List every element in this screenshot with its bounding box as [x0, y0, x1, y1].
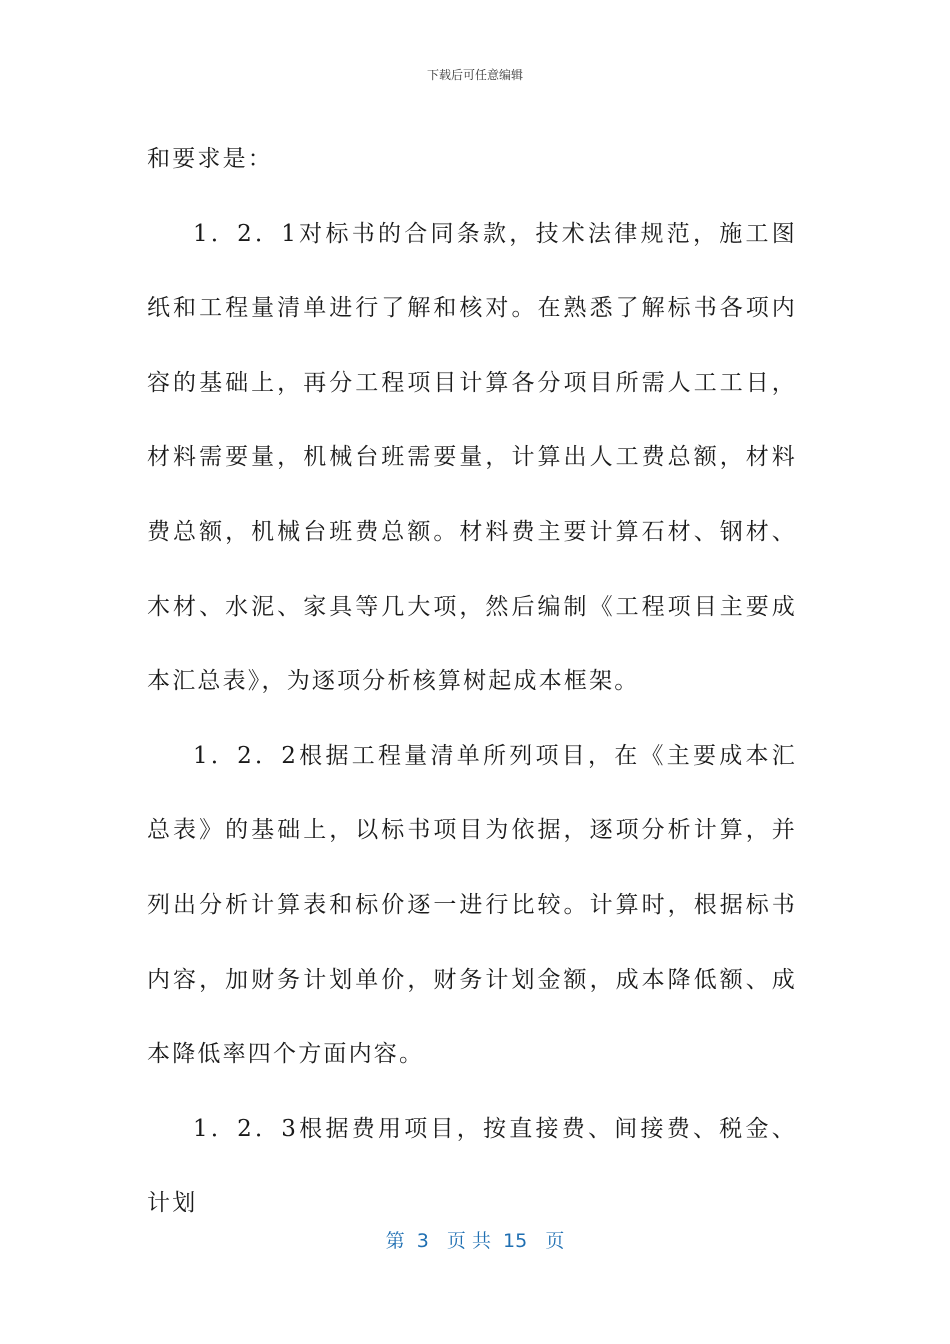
paragraph-1-2-3: 1．2．3根据费用项目，按直接费、间接费、税金、计划	[147, 1115, 797, 1217]
paragraph-1-2-2: 1．2．2根据工程量清单所列项目，在《主要成本汇总表》的基础上，以标书项目为依据，逐项分析计算，并列出分析计算表和标价逐一进行比较。计算时，根据标书内容，加财务计划单价，财务计划金额，成本降低额、成本降低率四个方面内容。	[147, 742, 797, 1068]
document-body	[147, 122, 797, 1241]
paragraph-intro: 和要求是：	[147, 146, 273, 172]
header-note: 下载后可任意编辑	[426, 68, 523, 82]
page-number-footer: 第 3 页 共 15 页	[385, 1230, 565, 1252]
paragraph-1-2-1: 1．2．1对标书的合同条款，技术法律规范，施工图纸和工程量清单进行了解和核对。在熟悉了解标书各项内容的基础上，再分工程项目计算各分项目所需人工工日，材料需要量，机械台班需要量，计算出人工费总额，材料费总额，机械台班费总额。材料费主要计算石材、钢材、木材、水泥、家具等几大项，然后编制《工程项目主要成本汇总表》，为逐项分析核算树起成本框架。	[147, 220, 797, 695]
